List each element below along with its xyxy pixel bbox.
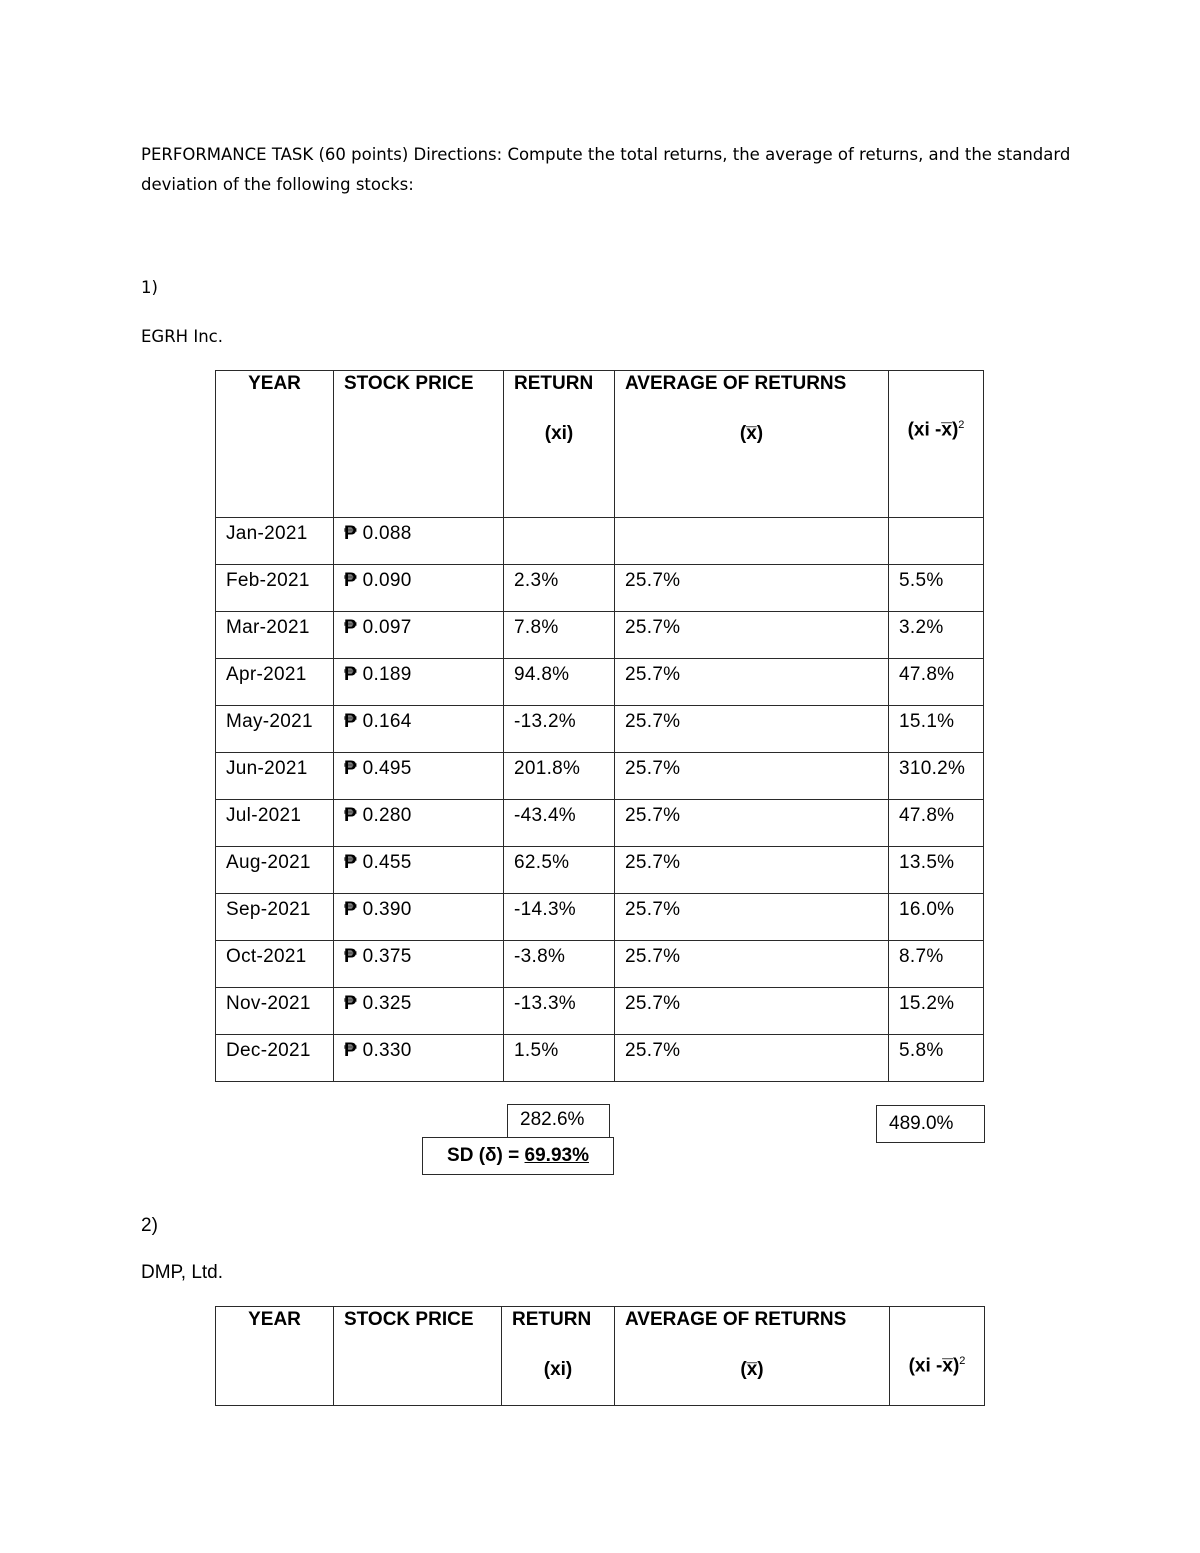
table-row [216,706,984,753]
peso-sign: ₱ [344,570,357,591]
year-cell: Jul-2021 [216,800,334,847]
price-cell [334,659,504,706]
variance-cell: 16.0% [889,894,984,941]
price-value: 0.330 [362,1040,412,1061]
average-cell: 25.7% [615,847,889,894]
table-row [216,988,984,1035]
average-symbol: (x̅) [740,1359,764,1380]
year-cell: Dec-2021 [216,1035,334,1082]
egrh-returns-table [215,370,984,1082]
variance-cell: 5.5% [889,565,984,612]
stock-price-header: STOCK PRICE [334,1307,502,1406]
return-header: RETURN (xi) [502,1307,615,1406]
price-cell [334,706,504,753]
return-cell [504,518,615,565]
return-cell: -43.4% [504,800,615,847]
year-cell: Sep-2021 [216,894,334,941]
price-value: 0.164 [362,711,412,732]
standard-deviation-box [422,1137,614,1175]
table-row [216,800,984,847]
price-cell [334,988,504,1035]
peso-sign: ₱ [344,899,357,920]
price-cell [334,941,504,988]
table-row [216,659,984,706]
variance-header [889,371,984,518]
price-cell [334,1035,504,1082]
table-row [216,565,984,612]
return-cell: 1.5% [504,1035,615,1082]
table-row [216,612,984,659]
return-cell: -13.2% [504,706,615,753]
average-cell: 25.7% [615,753,889,800]
price-value: 0.390 [362,899,412,920]
price-value: 0.097 [362,617,412,638]
sd-value: 69.93% [524,1145,589,1166]
total-return-box: 282.6% [507,1104,610,1139]
variance-header [890,1307,985,1406]
year-header: YEAR [216,1307,334,1406]
section-2-company: DMP, Ltd. [141,1262,224,1283]
table-row [216,941,984,988]
total-variance-box: 489.0% [876,1105,985,1143]
section-2-number: 2) [141,1215,158,1236]
stock-price-header: STOCK PRICE [334,371,504,518]
price-value: 0.088 [362,523,412,544]
peso-sign: ₱ [344,617,357,638]
return-cell: 7.8% [504,612,615,659]
peso-sign: ₱ [344,993,357,1014]
average-symbol: (x̅) [739,423,764,444]
average-header: AVERAGE OF RETURNS (x̅) [615,371,889,518]
variance-cell: 8.7% [889,941,984,988]
year-cell: Mar-2021 [216,612,334,659]
peso-sign: ₱ [344,664,357,685]
price-cell [334,847,504,894]
table-row [216,847,984,894]
year-cell: Oct-2021 [216,941,334,988]
price-value: 0.090 [362,570,412,591]
year-cell: Nov-2021 [216,988,334,1035]
table-header-row [216,1307,985,1406]
average-header: AVERAGE OF RETURNS (x̅) [615,1307,890,1406]
year-cell: Apr-2021 [216,659,334,706]
instructions-text: PERFORMANCE TASK (60 points) Directions: Compute the total returns, the average of returns, and the standard deviation of the following stocks: [141,145,1071,194]
variance-cell: 5.8% [889,1035,984,1082]
return-cell: -3.8% [504,941,615,988]
variance-cell: 47.8% [889,659,984,706]
variance-symbol: (xi -x̅)$^2$ [908,1355,966,1377]
dmp-returns-table [215,1306,985,1406]
average-cell: 25.7% [615,800,889,847]
year-cell: Aug-2021 [216,847,334,894]
variance-cell [889,518,984,565]
year-cell: Jan-2021 [216,518,334,565]
average-cell: 25.7% [615,988,889,1035]
table-row [216,753,984,800]
return-cell: 2.3% [504,565,615,612]
price-cell [334,612,504,659]
egrh-table-body [216,518,984,1082]
variance-cell: 15.2% [889,988,984,1035]
average-cell: 25.7% [615,894,889,941]
year-cell: May-2021 [216,706,334,753]
section-1-company: EGRH Inc. [141,327,223,346]
return-cell: -14.3% [504,894,615,941]
price-cell [334,894,504,941]
variance-cell: 13.5% [889,847,984,894]
return-symbol: (xi) [544,423,574,444]
year-cell: Feb-2021 [216,565,334,612]
peso-sign: ₱ [344,946,357,967]
average-cell [615,518,889,565]
variance-symbol: (xi -x̅)$^2$ [907,419,965,441]
average-cell: 25.7% [615,565,889,612]
return-cell: 201.8% [504,753,615,800]
variance-cell: 3.2% [889,612,984,659]
variance-cell: 15.1% [889,706,984,753]
year-cell: Jun-2021 [216,753,334,800]
average-cell: 25.7% [615,659,889,706]
average-cell: 25.7% [615,706,889,753]
price-value: 0.280 [362,805,412,826]
sd-label: SD (δ) = [447,1145,525,1166]
peso-sign: ₱ [344,523,357,544]
return-header: RETURN (xi) [504,371,615,518]
variance-cell: 47.8% [889,800,984,847]
return-cell: 94.8% [504,659,615,706]
price-value: 0.189 [362,664,412,685]
average-cell: 25.7% [615,941,889,988]
peso-sign: ₱ [344,805,357,826]
return-cell: -13.3% [504,988,615,1035]
price-value: 0.375 [362,946,412,967]
table-row [216,518,984,565]
table-header-row [216,371,984,518]
return-cell: 62.5% [504,847,615,894]
price-cell [334,800,504,847]
table-row [216,894,984,941]
section-1-number: 1) [141,278,158,297]
price-value: 0.455 [362,852,412,873]
peso-sign: ₱ [344,711,357,732]
return-symbol: (xi) [543,1359,573,1380]
price-cell [334,565,504,612]
price-value: 0.325 [362,993,412,1014]
peso-sign: ₱ [344,852,357,873]
table-row [216,1035,984,1082]
peso-sign: ₱ [344,1040,357,1061]
price-value: 0.495 [362,758,412,779]
price-cell [334,518,504,565]
average-cell: 25.7% [615,612,889,659]
year-header: YEAR [216,371,334,518]
price-cell [334,753,504,800]
peso-sign: ₱ [344,758,357,779]
average-cell: 25.7% [615,1035,889,1082]
variance-cell: 310.2% [889,753,984,800]
